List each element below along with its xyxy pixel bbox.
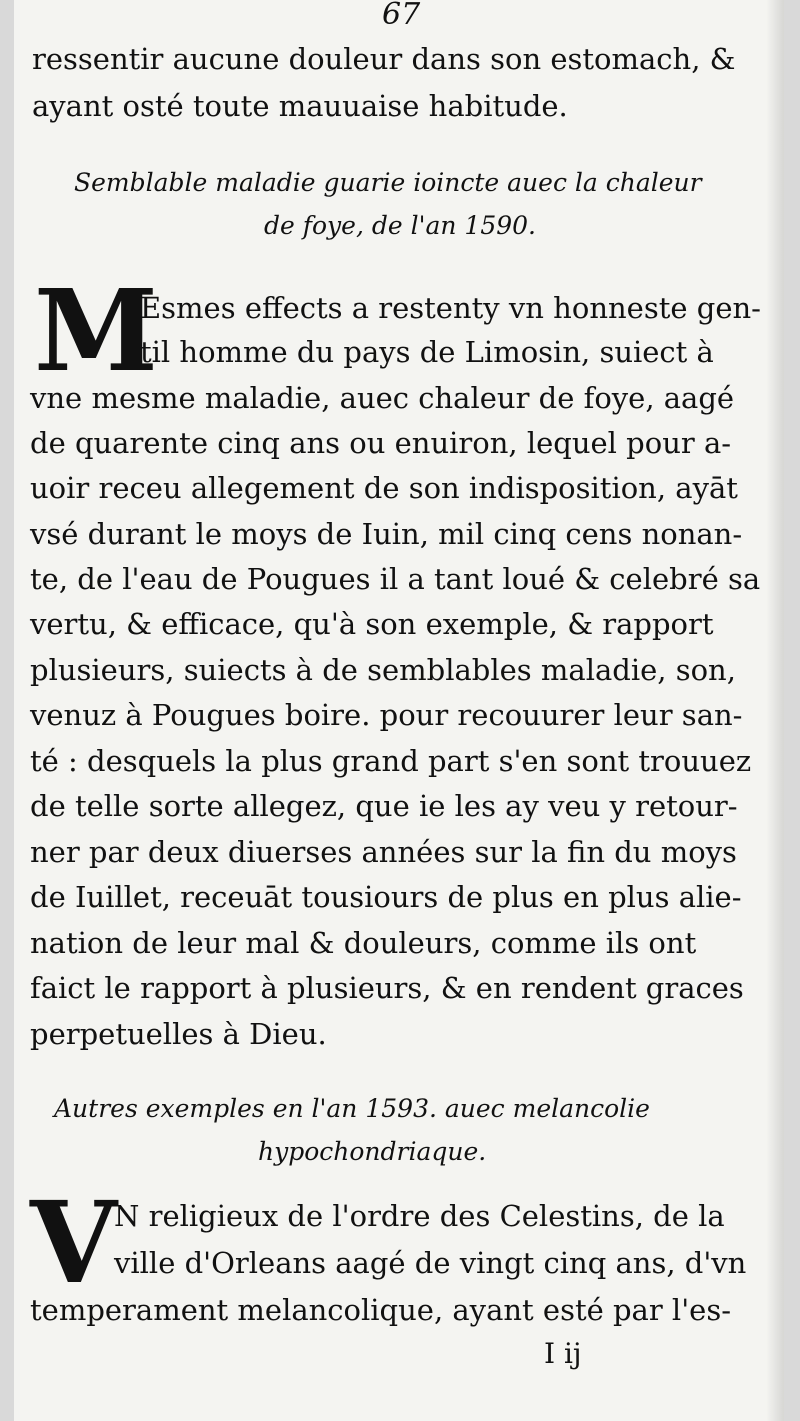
- text-line: ner par deux diuerses années sur la fin du moys: [30, 835, 737, 869]
- text-line: te, de l'eau de Pougues il a tant loué & celebré sa: [30, 562, 761, 596]
- text-line: ayant osté toute mauuaise habitude.: [32, 89, 568, 123]
- text-line: N religieux de l'ordre des Celestins, de la: [114, 1199, 725, 1233]
- section-heading: Autres exemples en l'an 1593. auec melancolie: [54, 1094, 650, 1123]
- text-line: de Iuillet, receuāt tousiours de plus en plus alie-: [30, 880, 742, 914]
- text-line: til homme du pays de Limosin, suiect à: [140, 335, 714, 369]
- drop-cap-initial: M: [34, 266, 158, 397]
- text-line: venuz à Pougues boire. pour recouurer leur san-: [30, 698, 743, 732]
- text-line: plusieurs, suiects à de semblables maladie, son,: [30, 653, 736, 687]
- text-line: faict le rapport à plusieurs, & en rendent graces: [30, 971, 744, 1005]
- text-line: ville d'Orleans aagé de vingt cinq ans, d'vn: [114, 1246, 747, 1280]
- text-line: té : desquels la plus grand part s'en sont trouuez: [30, 744, 752, 778]
- text-line: vne mesme maladie, auec chaleur de foye, aagé: [30, 381, 735, 415]
- text-line: vertu, & efficace, qu'à son exemple, & rapport: [30, 607, 714, 641]
- text-line: nation de leur mal & douleurs, comme ils ont: [30, 926, 697, 960]
- text-line: perpetuelles à Dieu.: [30, 1017, 327, 1051]
- section-heading: hypochondriaque.: [258, 1137, 487, 1166]
- text-line: temperament melancolique, ayant esté par l'es-: [30, 1293, 732, 1327]
- text-line: ressentir aucune douleur dans son estomach, &: [32, 42, 736, 76]
- drop-cap-initial: V: [30, 1178, 117, 1309]
- page-number: 67: [382, 0, 421, 32]
- page-edge-shadow: [766, 0, 784, 1421]
- section-heading: Semblable maladie guarie ioincte auec la chaleur: [74, 168, 702, 197]
- text-line: Esmes effects a restenty vn honneste gen-: [140, 291, 761, 325]
- section-heading: de foye, de l'an 1590.: [264, 211, 536, 240]
- book-page: [14, 0, 784, 1421]
- text-line: vsé durant le moys de Iuin, mil cinq cens nonan-: [30, 517, 743, 551]
- text-line: de telle sorte allegez, que ie les ay veu y retour-: [30, 789, 738, 823]
- text-line: uoir receu allegement de son indisposition, ayāt: [30, 471, 738, 505]
- signature-mark: I ij: [544, 1337, 582, 1370]
- text-line: de quarente cinq ans ou enuiron, lequel pour a-: [30, 426, 732, 460]
